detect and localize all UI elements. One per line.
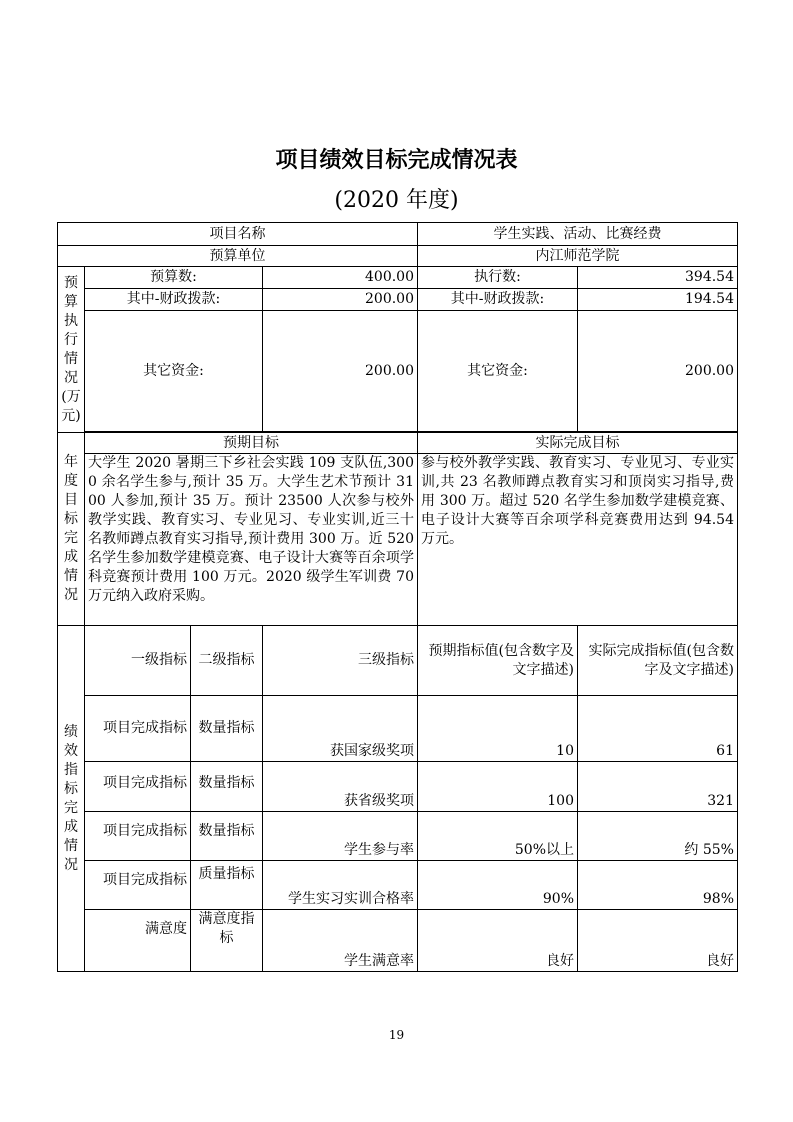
row-level1: 项目完成指标 (85, 696, 191, 762)
project-name-row (58, 223, 738, 246)
actual-goal-header: 实际完成目标 (418, 433, 738, 454)
other-budget-value: 200.00 (263, 311, 418, 432)
row-level1: 项目完成指标 (85, 861, 191, 910)
row-level2: 质量指标 (191, 861, 263, 910)
expected-value-header: 预期指标值(包含数字及文字描述) (418, 626, 578, 696)
row-actual: 约 55% (578, 812, 738, 861)
row-level3: 学生参与率 (263, 812, 418, 861)
other-budget-label: 其它资金: (85, 311, 263, 432)
budget-amount-value: 400.00 (263, 267, 418, 289)
row-level2: 数量指标 (191, 696, 263, 762)
row-expected: 100 (418, 762, 578, 812)
project-name-label: 项目名称 (58, 223, 418, 246)
goals-content-row (58, 454, 738, 626)
row-level1: 项目完成指标 (85, 762, 191, 812)
row-actual: 61 (578, 696, 738, 762)
row-level3: 学生满意率 (263, 910, 418, 972)
exec-amount-label: 执行数: (418, 267, 578, 289)
table-row (58, 696, 738, 762)
row-level1: 项目完成指标 (85, 812, 191, 861)
level3-header: 三级指标 (263, 626, 418, 696)
indicators-section-label: 绩效指标完成情况 (58, 626, 85, 972)
budget-amount-label: 预算数: (85, 267, 263, 289)
row-level2: 数量指标 (191, 762, 263, 812)
row-expected: 良好 (418, 910, 578, 972)
row-actual: 98% (578, 861, 738, 910)
row-level2: 数量指标 (191, 812, 263, 861)
row-level3: 获国家级奖项 (263, 696, 418, 762)
actual-goal-text: 参与校外教学实践、教育实习、专业见习、专业实训,共 23 名教师蹲点教育实习和顶岗实习指导,费用 300 万。超过 520 名学生参加数学建模竞赛、电子设计大赛等百余项学科竞赛费用达到 94.54 万元。 (418, 454, 738, 626)
indicators-header-row (58, 626, 738, 696)
actual-value-header: 实际完成指标值(包含数字及文字描述) (578, 626, 738, 696)
budget-section-label: 预算执行情况(万元) (58, 267, 85, 433)
expected-goal-header: 预期目标 (85, 433, 418, 454)
goals-section-label: 年度目标完成情况 (58, 433, 85, 626)
level2-header: 二级指标 (191, 626, 263, 696)
expected-goal-text: 大学生 2020 暑期三下乡社会实践 109 支队伍,3000 余名学生参与,预计 35 万。大学生艺术节预计 3100 人参加,预计 35 万。预计 23500 人次参与校外教学实践、教育实习、专业见习、专业实训,近三十名教师蹲点教育实习指导,预计费用 300 万。近 520 名学生参加数学建模竞赛、电子设计大赛等百余项学科竞赛预计费用 100 万元。2020 级学生军训费 70 万元纳入政府采购。 (85, 454, 418, 626)
page-number: 19 (388, 1028, 405, 1042)
row-level3: 获省级奖项 (263, 762, 418, 812)
table-row (58, 910, 738, 972)
row-expected: 10 (418, 696, 578, 762)
page-subtitle: (2020 年度) (334, 188, 459, 213)
goals-header-row (58, 433, 738, 454)
performance-table (57, 222, 738, 972)
budget-unit-row (58, 246, 738, 267)
other-exec-value: 200.00 (578, 311, 738, 432)
exec-amount-value: 394.54 (578, 267, 738, 289)
row-actual: 良好 (578, 910, 738, 972)
budget-unit-value: 内江师范学院 (418, 246, 738, 267)
row-level3: 学生实习实训合格率 (263, 861, 418, 910)
row-level2: 满意度指标 (191, 910, 263, 972)
budget-unit-label: 预算单位 (58, 246, 418, 267)
other-exec-label: 其它资金: (418, 311, 578, 432)
fiscal-exec-value: 194.54 (578, 289, 738, 311)
fiscal-budget-label: 其中-财政拨款: (85, 289, 263, 311)
budget-total-row (58, 267, 738, 289)
level1-header: 一级指标 (85, 626, 191, 696)
row-level1: 满意度 (85, 910, 191, 972)
fiscal-exec-label: 其中-财政拨款: (418, 289, 578, 311)
row-actual: 321 (578, 762, 738, 812)
row-expected: 50%以上 (418, 812, 578, 861)
table-row (58, 762, 738, 812)
budget-other-row (58, 311, 738, 432)
table-row (58, 812, 738, 861)
budget-fiscal-row (58, 289, 738, 311)
project-name-value: 学生实践、活动、比赛经费 (418, 223, 738, 246)
page-title: 项目绩效目标完成情况表 (275, 148, 518, 173)
row-expected: 90% (418, 861, 578, 910)
table-row (58, 861, 738, 910)
fiscal-budget-value: 200.00 (263, 289, 418, 311)
